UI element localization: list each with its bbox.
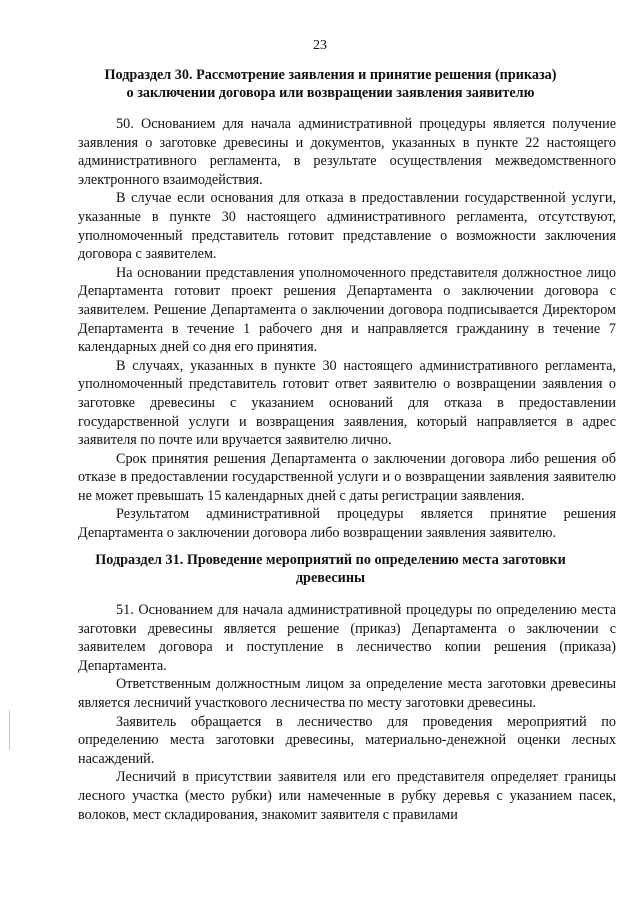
page-number: 23: [313, 38, 327, 53]
paragraph: 50. Основанием для начала административной процедуры является получение заявления о заготовке древесины и документов, указанных в пункте 22 настоящего административного регламента, в результате осуществления межведомственного электронного взаимодействия.: [78, 116, 616, 188]
paragraph: Срок принятия решения Департамента о заключении договора либо решения об отказе в предоставлении государственной услуги и о возвращении заявления заявителю не может превышать 15 календарных дней с даты регистрации заявления.: [78, 450, 616, 504]
section-30-body: [78, 115, 616, 543]
paragraph: На основании представления уполномоченного представителя должностное лицо Департамента готовит проект решения Департамента о заключении договора с заявителем. Решение Департамента о заключении договора подписывается Директором Департамента в течение 1 рабочего дня и направляется гражданину в течение 7 календарных дней со дня его принятия.: [78, 264, 616, 356]
paragraph: В случае если основания для отказа в предоставлении государственной услуги, указанные в пункте 30 настоящего административного регламента, отсутствуют, уполномоченный представитель готовит представление о возможности заключения договора с заявителем.: [78, 190, 616, 263]
paragraph: Результатом административной процедуры является принятие решения Департамента о заключении договора либо возвращении заявления заявителю.: [78, 506, 616, 542]
scan-margin-mark: [9, 710, 10, 750]
section-31-body: [78, 601, 616, 824]
heading-line: Подраздел 30. Рассмотрение заявления и принятие решения (приказа): [104, 67, 557, 83]
section-31-heading: [78, 551, 583, 587]
paragraph: Лесничий в присутствии заявителя или его представителя определяет границы лесного участка (место рубки) или намеченные в рубку деревья с указанием пасек, волоков, мест складирования, знакомит заявителя с правилами: [78, 769, 616, 823]
heading-line: древесины: [295, 570, 366, 586]
paragraph: Заявитель обращается в лесничество для проведения мероприятий по определению места заготовки древесины, материально-денежной оценки лесных насаждений.: [78, 713, 616, 767]
paragraph: В случаях, указанных в пункте 30 настоящего административного регламента, уполномоченный представитель готовит ответ заявителю о возвращении заявления о заготовке древесины с указанием оснований для отказа в предоставлении государственной услуги и возвращения заявления, который направляется в адрес заявителя по почте или вручается заявителю лично.: [78, 357, 616, 449]
section-30-heading: [78, 66, 583, 102]
paragraph: Ответственным должностным лицом за определение места заготовки древесины является лесничий участкового лесничества по месту заготовки древесины.: [78, 676, 616, 711]
heading-line: о заключении договора или возвращении заявления заявителю: [126, 85, 535, 101]
heading-line: Подраздел 31. Проведение мероприятий по определению места заготовки: [95, 552, 566, 568]
paragraph: 51. Основанием для начала административной процедуры по определению места заготовки древесины является решение (приказ) Департамента о заключении с заявителем договора и поступление в лесничество копии решения (приказа) Департамента.: [78, 602, 616, 674]
